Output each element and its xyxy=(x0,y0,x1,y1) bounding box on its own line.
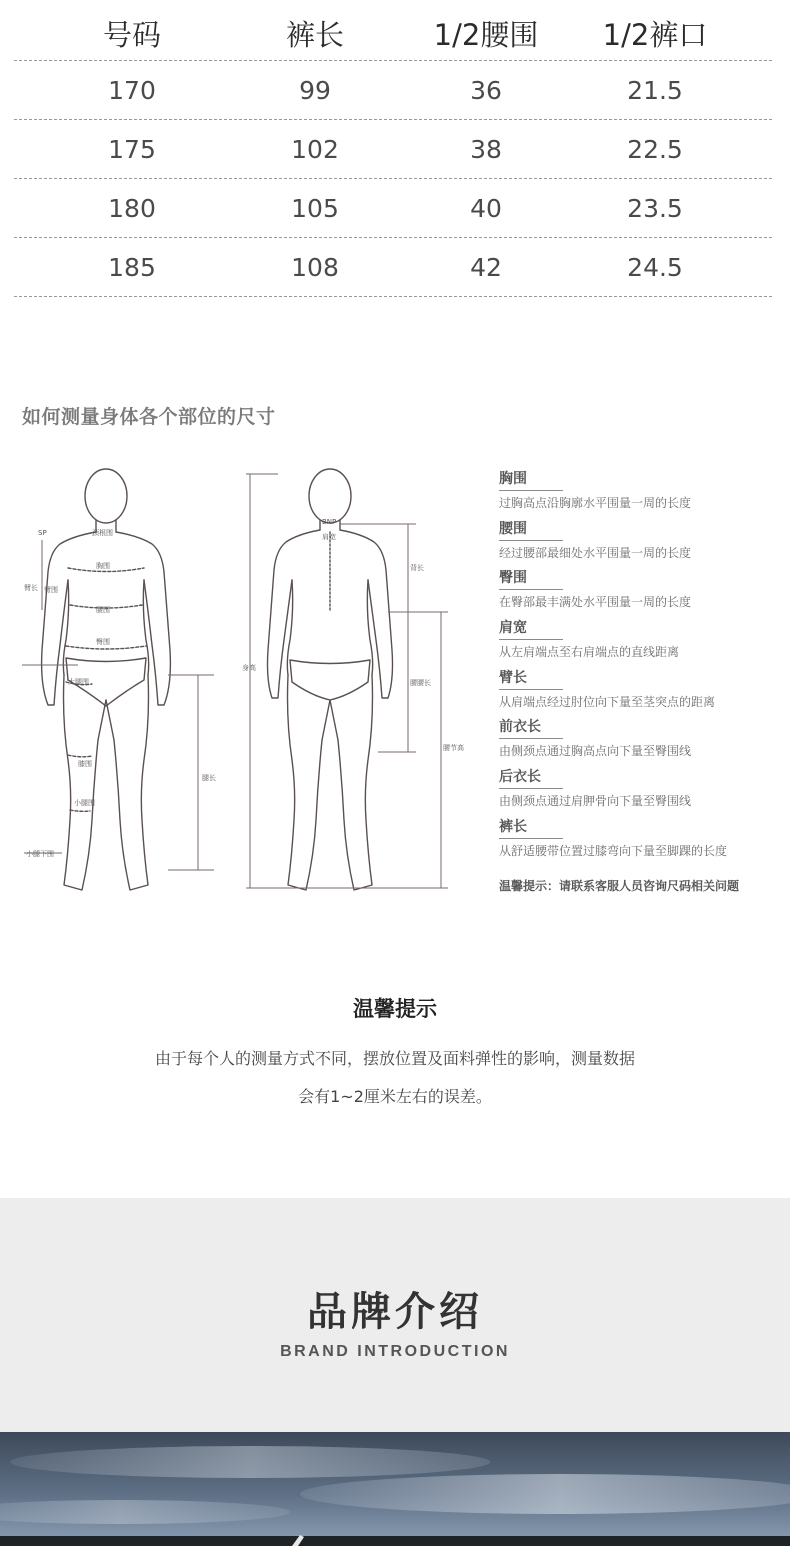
size-table-header xyxy=(14,0,772,61)
table-cell: 102 xyxy=(291,134,339,164)
legend-term: 臀围 xyxy=(499,567,563,590)
list-item xyxy=(499,716,789,766)
table-row xyxy=(14,120,772,179)
legend-term: 肩宽 xyxy=(499,617,563,640)
table-cell: 99 xyxy=(299,75,331,105)
legend-desc: 经过腰部最细处水平围量一周的长度 xyxy=(499,545,692,560)
measurement-legend xyxy=(499,468,789,866)
label-arm-length: 臂长 xyxy=(24,584,38,592)
list-item xyxy=(499,766,789,816)
table-cell: 40 xyxy=(470,193,502,223)
back-body-diagram xyxy=(238,460,464,905)
brand-subtitle: BRAND INTRODUCTION xyxy=(280,1343,510,1360)
legend-term: 前衣长 xyxy=(499,716,563,739)
legend-term: 胸围 xyxy=(499,468,563,491)
label-knee: 膝围 xyxy=(78,760,92,768)
legend-desc: 从左肩端点至右肩端点的直线距离 xyxy=(499,645,680,660)
table-cell: 170 xyxy=(108,75,156,105)
label-sp: SP xyxy=(38,529,47,537)
table-cell: 105 xyxy=(291,193,339,223)
label-calf: 小腿围 xyxy=(74,799,95,807)
list-item xyxy=(499,617,789,667)
table-cell: 185 xyxy=(108,252,156,282)
label-leg-length: 腿长 xyxy=(202,774,216,782)
tips-title: 温馨提示 xyxy=(353,997,437,1021)
list-item xyxy=(499,518,789,568)
table-cell: 23.5 xyxy=(627,193,683,223)
header-half-leg-opening: 1/2裤口 xyxy=(602,17,708,52)
table-cell: 21.5 xyxy=(627,75,683,105)
table-cell: 36 xyxy=(470,75,502,105)
header-size: 号码 xyxy=(102,17,162,52)
legend-term: 后衣长 xyxy=(499,766,563,789)
table-cell: 22.5 xyxy=(627,134,683,164)
legend-term: 臂长 xyxy=(499,667,563,690)
table-cell: 175 xyxy=(108,134,156,164)
label-shoulder: 肩宽 xyxy=(322,533,336,541)
label-ankle: 小腿下围 xyxy=(26,850,54,858)
legend-desc: 由侧颈点通过肩胛骨向下量至臀围线 xyxy=(499,794,692,809)
legend-desc: 过胸高点沿胸廓水平围量一周的长度 xyxy=(499,496,692,510)
legend-desc: 在臀部最丰满处水平围量一周的长度 xyxy=(499,595,692,610)
table-cell: 24.5 xyxy=(627,252,683,282)
table-cell: 108 xyxy=(291,252,339,282)
table-row xyxy=(14,61,772,120)
legend-desc: 由侧颈点通过胸高点向下量至臀围线 xyxy=(499,744,692,759)
brand-title: 品牌介绍 xyxy=(307,1289,483,1335)
size-table xyxy=(14,0,772,297)
list-item xyxy=(499,468,789,518)
legend-term: 腰围 xyxy=(499,518,563,541)
label-waist: 腰围 xyxy=(96,606,110,614)
tips-text-line-1: 由于每个人的测量方式不同，摆放位置及面料弹性的影响，测量数据 xyxy=(154,1049,635,1068)
label-hip: 臀围 xyxy=(96,638,110,646)
label-thigh: 大腿围 xyxy=(68,678,89,686)
label-chest: 胸围 xyxy=(96,562,110,570)
legend-desc: 从肩端点经过肘位向下量至茎突点的距离 xyxy=(499,694,716,709)
label-neck: 颈根围 xyxy=(92,529,113,537)
header-pants-length: 裤长 xyxy=(285,17,345,52)
label-waist-length: 腰腰长 xyxy=(410,679,431,687)
table-cell: 38 xyxy=(470,134,502,164)
label-height: 身高 xyxy=(242,664,256,672)
list-item xyxy=(499,816,789,866)
front-body-diagram xyxy=(18,460,223,905)
legend-note: 温馨提示：请联系客服人员咨询尺码相关问题 xyxy=(499,879,740,893)
label-back-length: 背长 xyxy=(410,564,424,572)
header-half-waist: 1/2腰围 xyxy=(433,17,539,52)
tips-text-line-2: 会有1~2厘米左右的误差。 xyxy=(298,1087,492,1106)
table-cell: 42 xyxy=(470,252,502,282)
legend-desc: 从舒适腰带位置过膝弯向下量至脚踝的长度 xyxy=(499,843,728,858)
legend-term: 裤长 xyxy=(499,816,563,839)
label-arm-girth: 臂围 xyxy=(44,586,58,594)
table-row xyxy=(14,179,772,238)
list-item xyxy=(499,667,789,717)
label-waist-height: 腰节高 xyxy=(443,744,464,752)
brand-section xyxy=(0,1198,790,1432)
label-bnp: BNP xyxy=(322,518,337,526)
table-row xyxy=(14,238,772,297)
measure-section-title: 如何测量身体各个部位的尺寸 xyxy=(22,406,276,428)
table-cell: 180 xyxy=(108,193,156,223)
list-item xyxy=(499,567,789,617)
brand-landscape-photo xyxy=(0,1432,790,1546)
